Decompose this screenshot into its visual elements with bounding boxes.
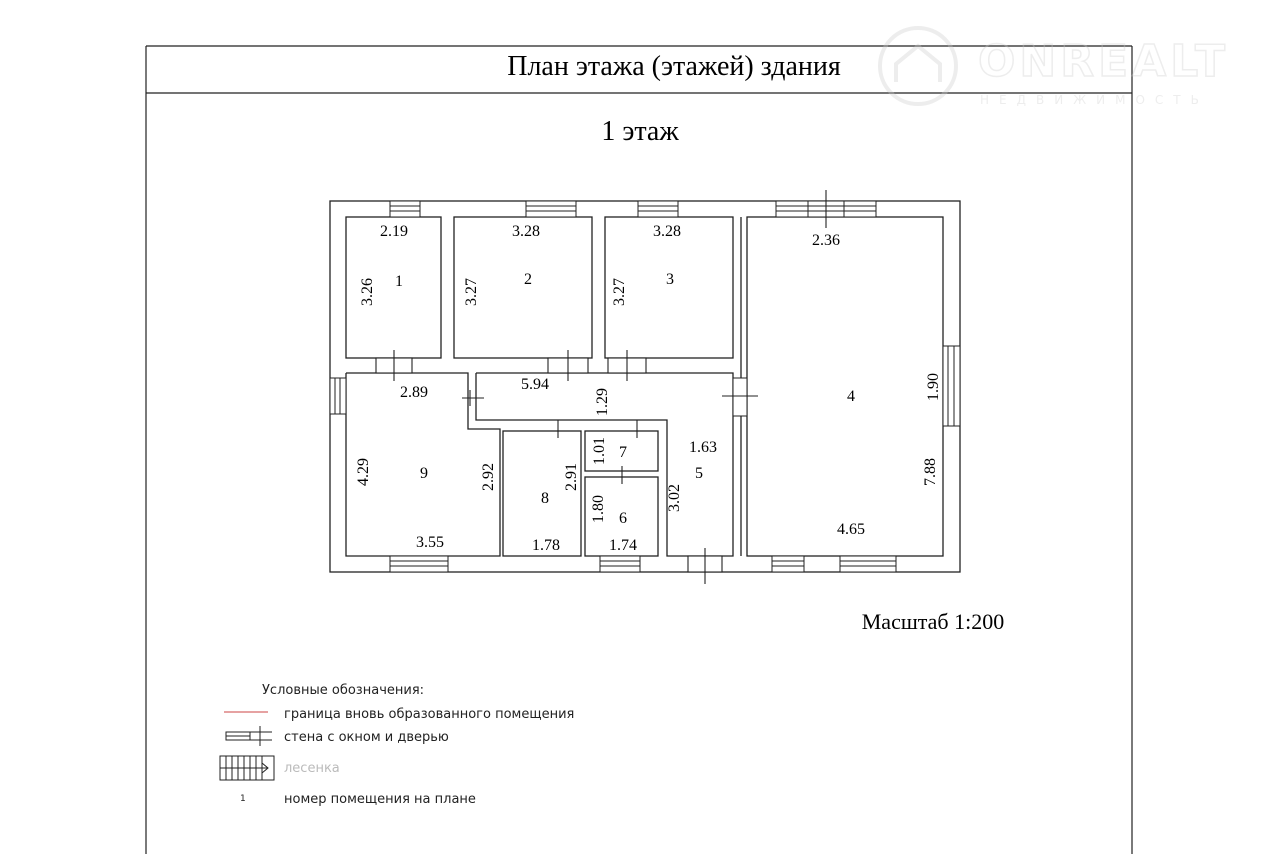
room-9-width: 2.89 xyxy=(400,384,428,401)
legend-stairs-symbol xyxy=(220,756,274,780)
legend-room-number-sample: 1 xyxy=(240,794,246,804)
room-4-width: 2.36 xyxy=(812,232,840,249)
floor-title: 1 этаж xyxy=(601,116,679,147)
room-4-width2: 4.65 xyxy=(837,521,865,538)
room-5-height2: 3.02 xyxy=(666,484,683,512)
legend xyxy=(220,683,574,807)
room-6-height: 1.80 xyxy=(590,495,607,523)
room-8-number: 8 xyxy=(541,490,549,507)
room-5-width2: 1.63 xyxy=(689,439,717,456)
horizontal-dimensions xyxy=(380,223,865,554)
room-6-width: 1.74 xyxy=(609,537,637,554)
room-9-width2: 3.55 xyxy=(416,534,444,551)
room-5-number: 5 xyxy=(695,465,703,482)
room-4-height2: 7.88 xyxy=(922,458,939,486)
room-3-number: 3 xyxy=(666,271,674,288)
legend-item-2-label: лесенка xyxy=(284,761,340,776)
room-1-height: 3.26 xyxy=(359,278,376,306)
doors xyxy=(376,190,826,584)
room-2-number: 2 xyxy=(524,271,532,288)
room-5-height: 1.29 xyxy=(594,388,611,416)
watermark-brand: ONREALT xyxy=(978,36,1229,87)
room-3-width: 3.28 xyxy=(653,223,681,240)
room-6-number: 6 xyxy=(619,510,627,527)
legend-item-1-label: стена с окном и дверью xyxy=(284,730,449,745)
room-1-width: 2.19 xyxy=(380,223,408,240)
room-1-number: 1 xyxy=(395,273,403,290)
scale-label: Масштаб 1:200 xyxy=(861,609,1005,634)
watermark-tagline: НЕДВИЖИМОСТЬ xyxy=(980,93,1209,107)
room-5-width: 5.94 xyxy=(521,376,549,393)
room-8-height: 2.91 xyxy=(563,463,580,491)
room-9-height: 4.29 xyxy=(355,458,372,486)
room-8-width: 1.78 xyxy=(532,537,560,554)
room-4-height: 1.90 xyxy=(925,373,942,401)
room-7-height: 1.01 xyxy=(591,437,608,465)
room-4-number: 4 xyxy=(847,388,855,405)
room-2-height: 3.27 xyxy=(463,278,480,306)
legend-wall-window-door-symbol xyxy=(226,726,272,746)
plan-title: План этажа (этажей) здания xyxy=(507,51,841,82)
legend-title: Условные обозначения: xyxy=(262,683,425,698)
room-7-number: 7 xyxy=(619,444,627,461)
legend-item-0-label: граница вновь образованного помещения xyxy=(284,707,575,722)
room-3-height: 3.27 xyxy=(611,278,628,306)
room-2-width: 3.28 xyxy=(512,223,540,240)
room-9-height2: 2.92 xyxy=(480,463,497,491)
room-9-number: 9 xyxy=(420,465,428,482)
room-labels xyxy=(395,271,855,527)
legend-item-3-label: номер помещения на плане xyxy=(284,792,476,807)
watermark-logo xyxy=(880,28,1229,107)
